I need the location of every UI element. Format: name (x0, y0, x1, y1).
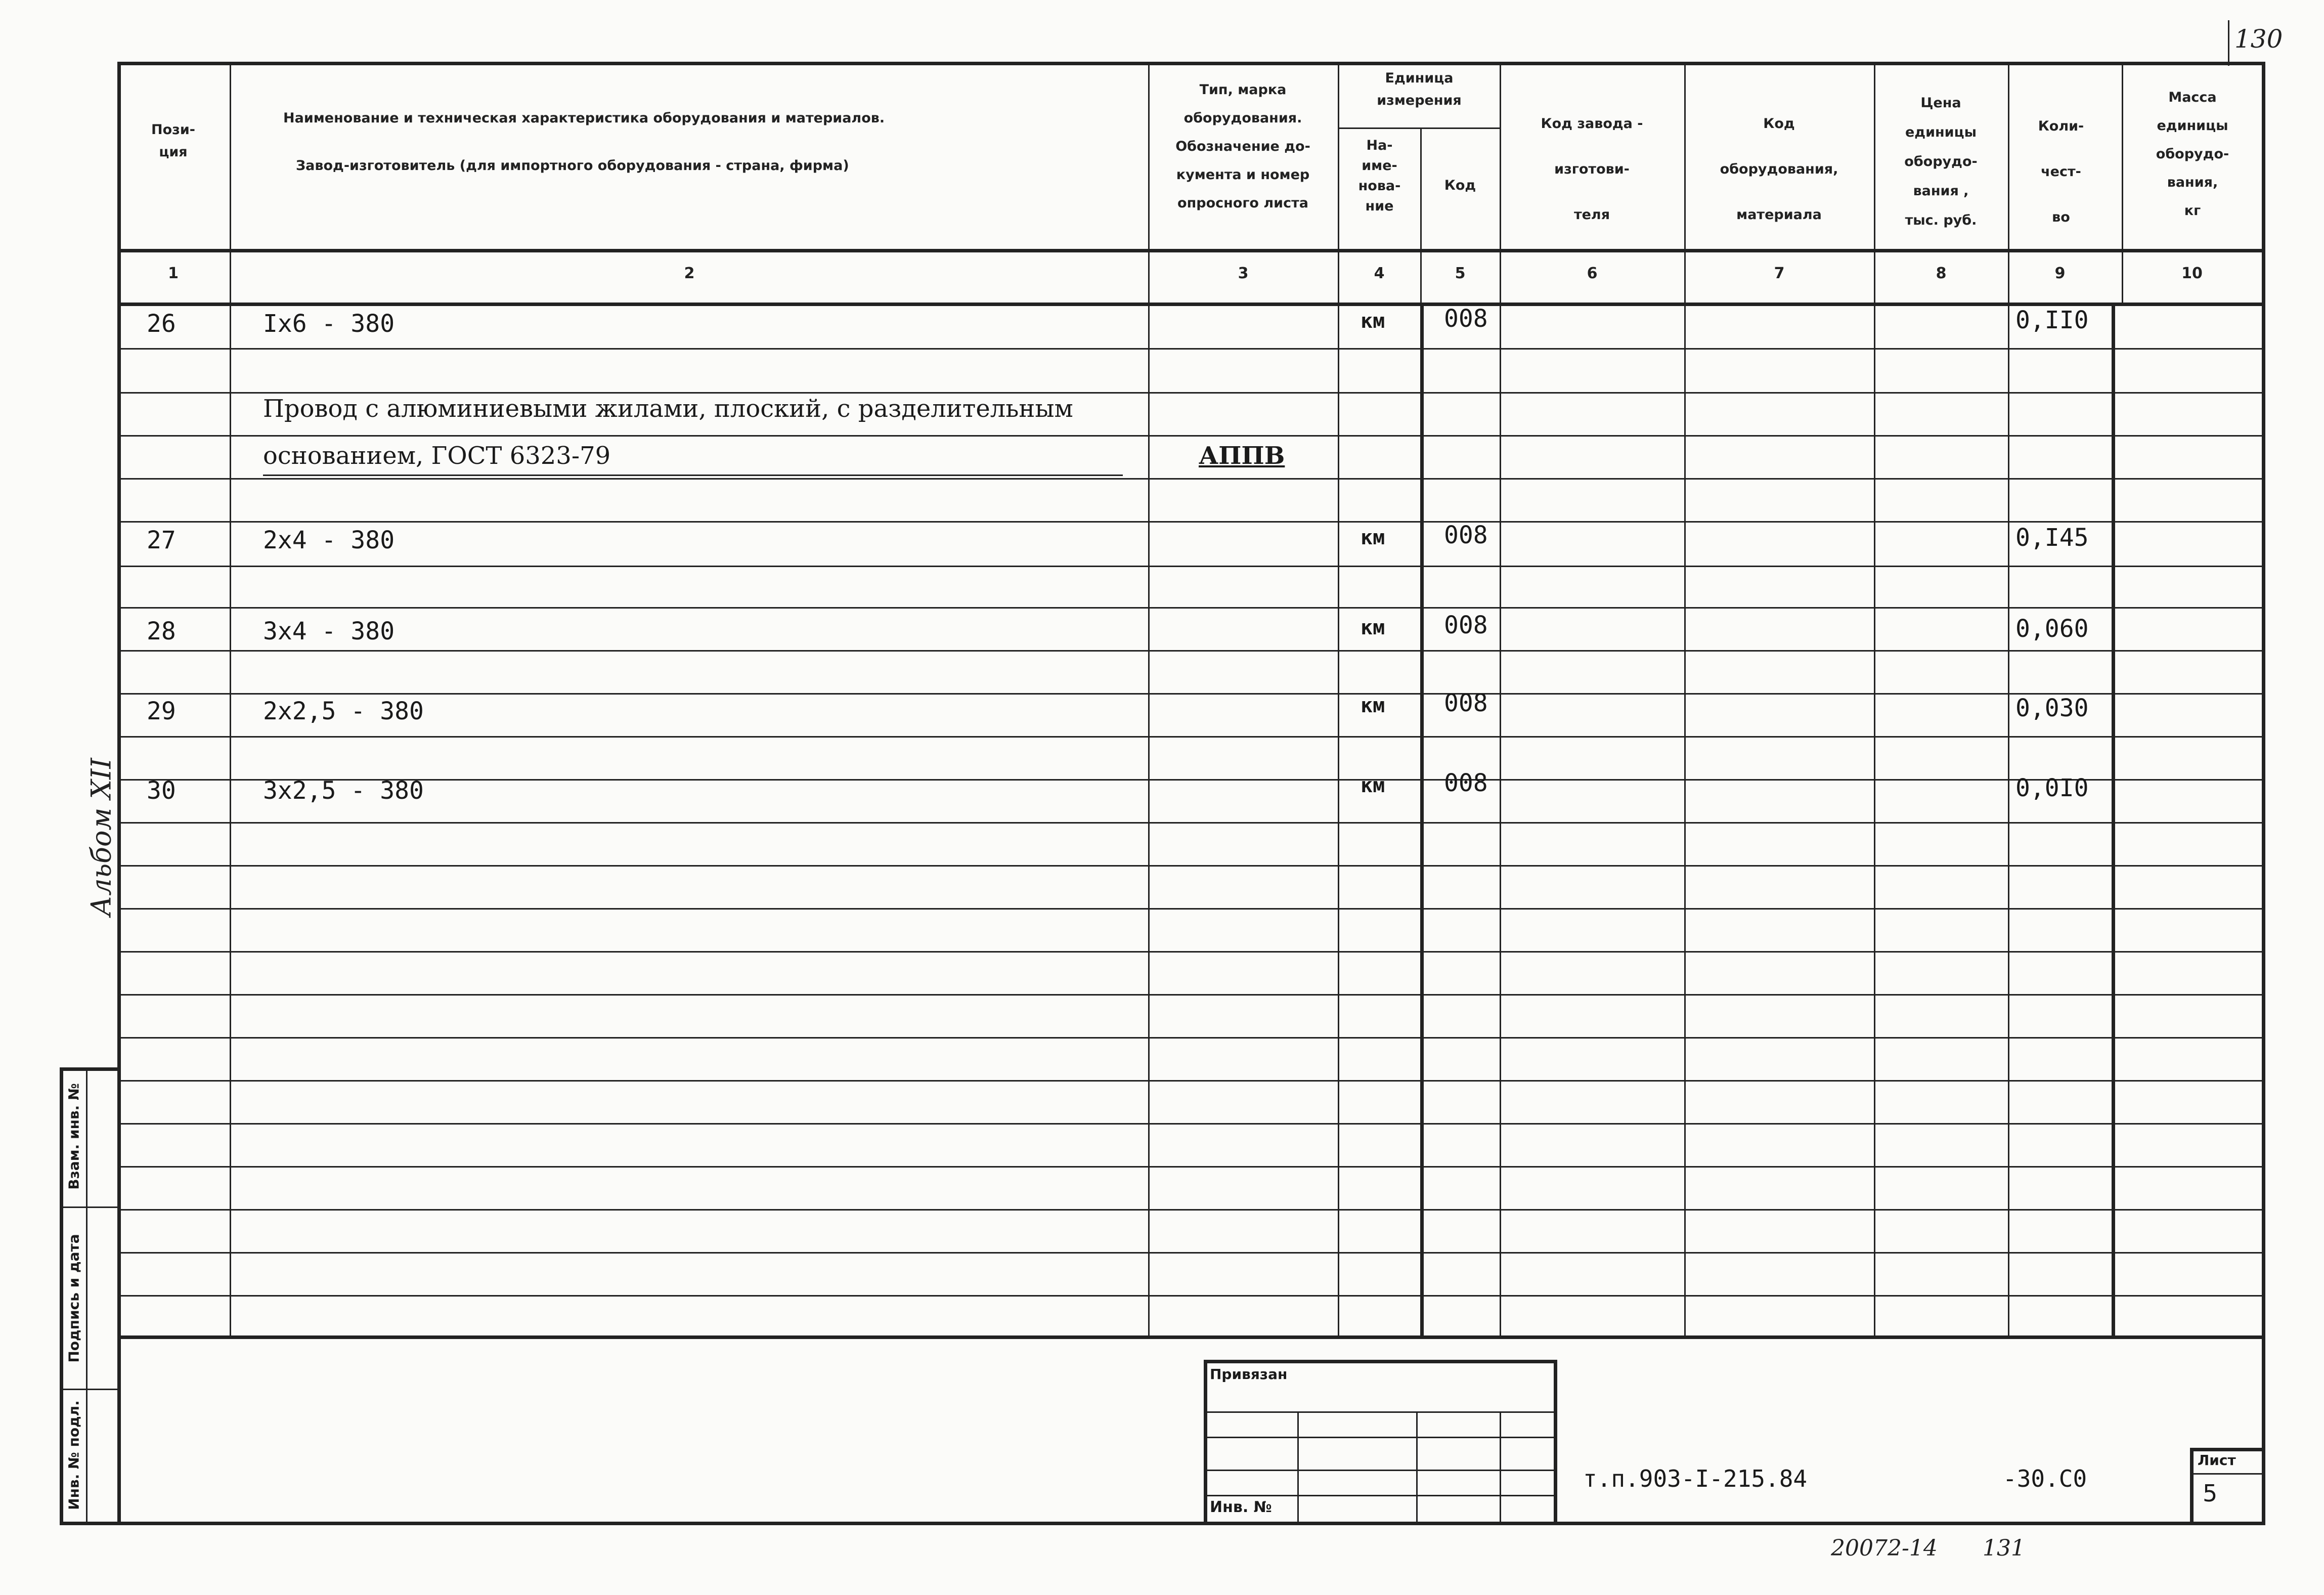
col-number-5: 5 (1455, 265, 1466, 282)
archive-number: 20072-14 (1831, 1535, 1938, 1561)
album-label: Альбом XII (85, 758, 117, 917)
row-unit-code: 008 (1444, 521, 1488, 549)
corner-mark (2228, 20, 2229, 66)
header-unit-group: Единица измерения (1377, 70, 1462, 108)
document-code: т.п.903-I-215.84 (1583, 1465, 1808, 1492)
row-name: 2х2,5 - 380 (263, 697, 424, 725)
header-material-code: Код оборудования, материала (1720, 116, 1838, 223)
header-name-line2: Завод-изготовитель (для импортного оборудования - страна, фирма) (296, 158, 849, 174)
row-unit: км (1361, 694, 1385, 717)
col-number-2: 2 (684, 265, 695, 282)
document-suffix: -30.C0 (2003, 1465, 2087, 1492)
row-unit-code: 008 (1444, 611, 1488, 639)
row-unit: км (1361, 526, 1385, 549)
row-unit: км (1361, 774, 1385, 797)
row-unit-code: 008 (1444, 769, 1488, 797)
header-unit-name: На- име- нова- ние (1358, 138, 1401, 214)
side-label-vzam: Взам. инв. № (65, 1083, 82, 1190)
header-unit-price: Цена единицы оборудо- вания , тыс. руб. (1904, 95, 1978, 228)
section-underline (263, 475, 1123, 476)
col-number-8: 8 (1936, 265, 1947, 282)
col-number-6: 6 (1587, 265, 1598, 282)
section-type-mark: АППВ (1199, 442, 1285, 470)
row-quantity: 0,II0 (2015, 306, 2089, 334)
section-title-line2: основанием, ГОСТ 6323-79 (263, 442, 611, 470)
sheet-number: 5 (2203, 1480, 2218, 1507)
row-quantity: 0,0I0 (2015, 774, 2089, 802)
col-number-1: 1 (168, 265, 179, 282)
row-position: 29 (147, 697, 176, 725)
row-name: 3х2,5 - 380 (263, 777, 424, 805)
header-unit-code: Код (1444, 178, 1476, 193)
row-name: Iх6 - 380 (263, 310, 395, 338)
row-name: 3х4 - 380 (263, 617, 395, 645)
col-number-9: 9 (2054, 265, 2066, 282)
row-position: 27 (147, 526, 176, 554)
stamp-inv-no: Инв. № (1210, 1498, 1272, 1516)
footer-page-number: 131 (1983, 1535, 2025, 1561)
side-label-inv-podl: Инв. № подл. (65, 1400, 82, 1510)
row-name: 2х4 - 380 (263, 526, 395, 554)
top-page-number: 130 (2234, 24, 2283, 54)
row-position: 30 (147, 777, 176, 805)
sheet-label: Лист (2198, 1452, 2236, 1469)
stamp-privyazan: Привязан (1210, 1366, 1288, 1383)
row-unit-code: 008 (1444, 689, 1488, 717)
col-number-10: 10 (2181, 265, 2203, 282)
header-position: Пози- ция (151, 122, 195, 160)
row-quantity: 0,I45 (2015, 524, 2089, 552)
col-number-3: 3 (1238, 265, 1249, 282)
col-number-7: 7 (1774, 265, 1785, 282)
side-label-signature: Подпись и дата (65, 1234, 82, 1363)
header-type-mark: Тип, марка оборудования. Обозначение до- кумента и номер опросного листа (1175, 82, 1310, 211)
row-unit: км (1361, 310, 1385, 333)
header-manufacturer-code: Код завода - изготови- теля (1541, 116, 1643, 223)
row-quantity: 0,030 (2015, 694, 2089, 722)
col-number-4: 4 (1374, 265, 1385, 282)
header-name-line1: Наименование и техническая характеристика оборудования и материалов. (283, 110, 885, 126)
row-unit: км (1361, 616, 1385, 639)
header-quantity: Коли- чест- во (2038, 118, 2084, 225)
row-quantity: 0,060 (2015, 615, 2089, 643)
row-position: 28 (147, 617, 176, 645)
header-unit-mass: Масса единицы оборудо- вания, кг (2156, 90, 2229, 219)
row-unit-code: 008 (1444, 305, 1488, 333)
section-title-line1: Провод с алюминиевыми жилами, плоский, с разделительным (263, 395, 1073, 423)
row-position: 26 (147, 310, 176, 338)
